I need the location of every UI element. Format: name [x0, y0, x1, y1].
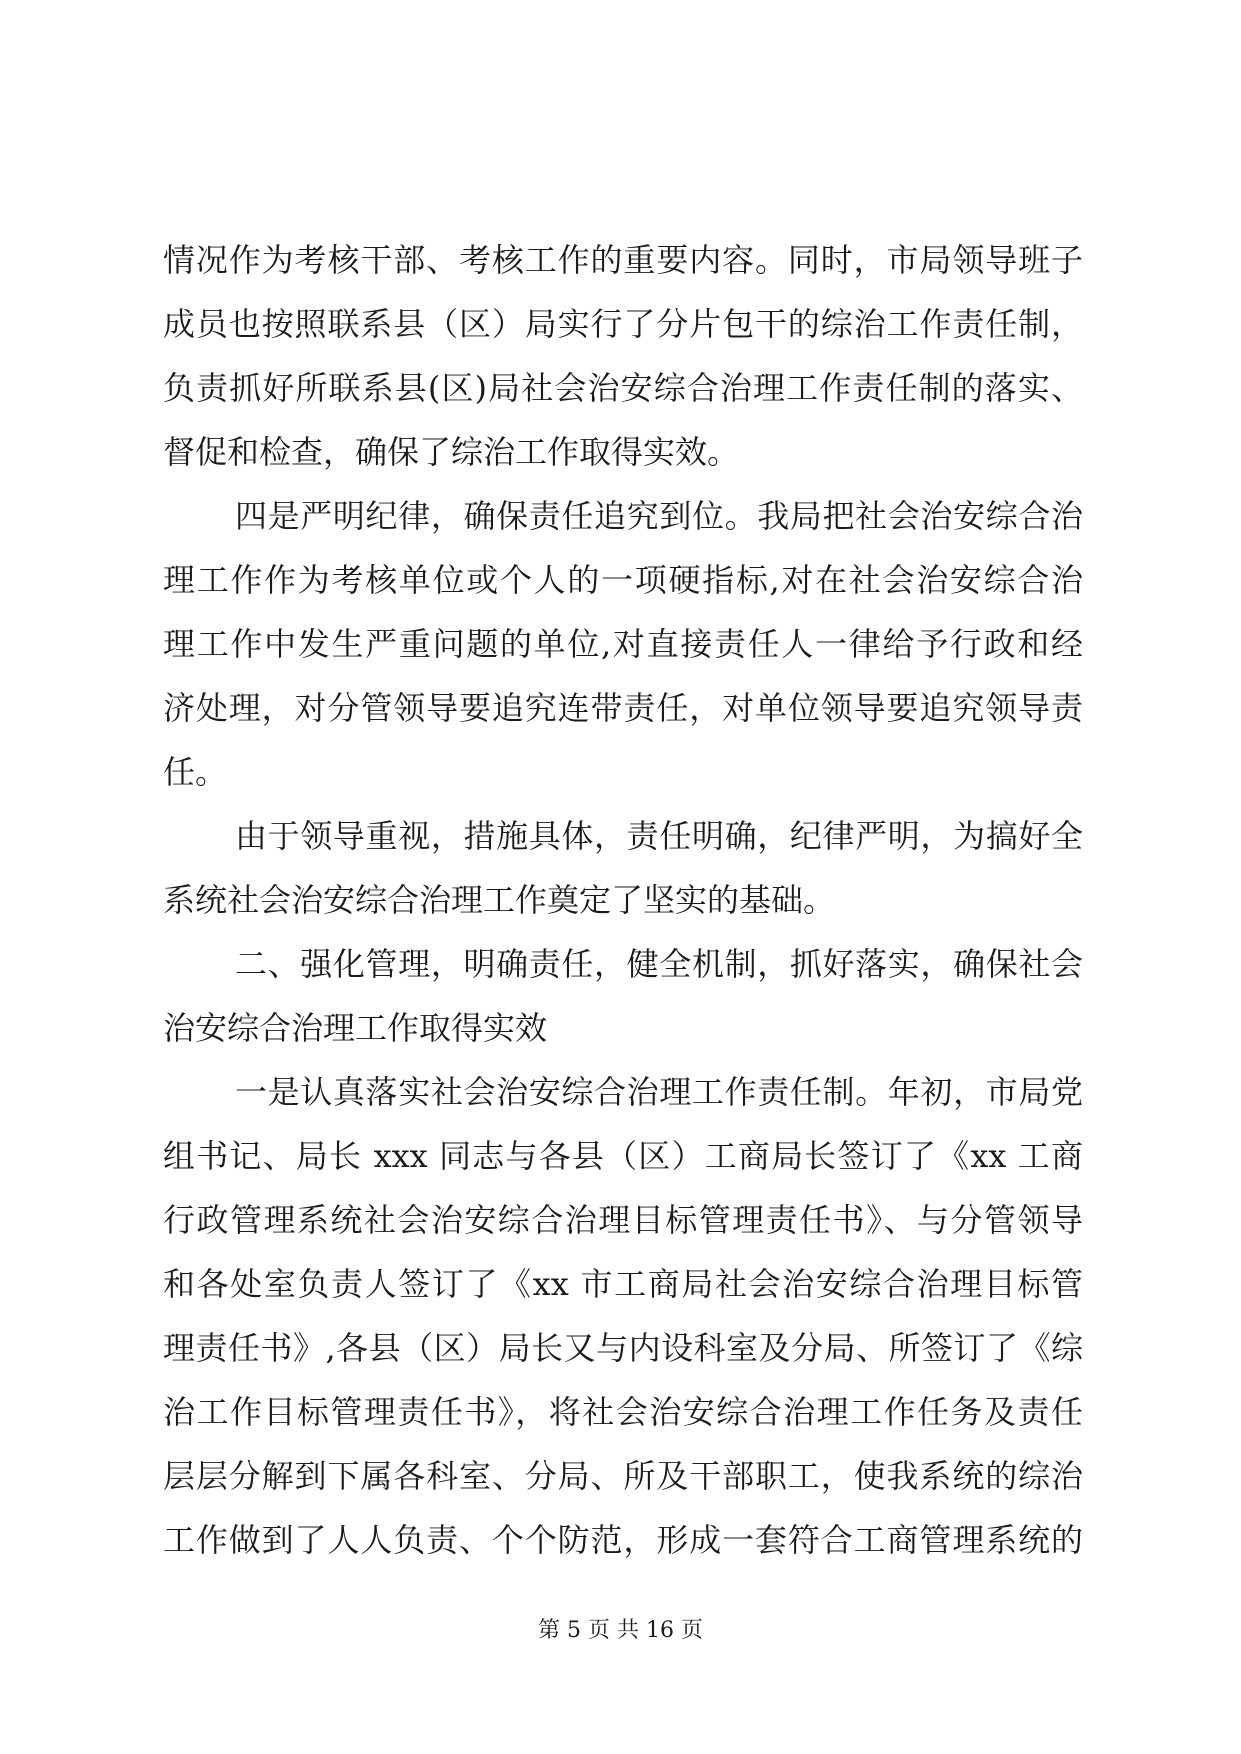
- body-text-line: 理工作作为考核单位或个人的一项硬指标,对在社会治安综合治: [163, 561, 1083, 599]
- body-text-line: 任。: [163, 753, 228, 791]
- body-text-line: 理责任书》,各县（区）局长又与内设科室及分局、所签订了《综: [163, 1329, 1083, 1367]
- document-body: [163, 228, 1083, 1572]
- body-text-line: 和各处室负责人签订了《xx 市工商局社会治安综合治理目标管: [163, 1265, 1083, 1303]
- body-text-line: 层层分解到下属各科室、分局、所及干部职工，使我系统的综治: [163, 1457, 1083, 1495]
- body-text-line: 成员也按照联系县（区）局实行了分片包干的综治工作责任制，: [163, 305, 1083, 343]
- body-text-line: 组书记、局长 xxx 同志与各县（区）工商局长签订了《xx 工商: [163, 1137, 1083, 1175]
- body-text-line: 工作做到了人人负责、个个防范，形成一套符合工商管理系统的: [163, 1521, 1083, 1559]
- body-text-line: 治工作目标管理责任书》，将社会治安综合治理工作任务及责任: [163, 1393, 1083, 1431]
- body-text-line: 济处理，对分管领导要追究连带责任，对单位领导要追究领导责: [163, 689, 1083, 727]
- body-text-line: 系统社会治安综合治理工作奠定了坚实的基础。: [163, 881, 836, 919]
- body-text-line: 治安综合治理工作取得实效: [163, 1009, 548, 1047]
- page-footer: 第 5 页 共 16 页: [538, 1618, 703, 1643]
- body-text-line: 负责抓好所联系县(区)局社会治安综合治理工作责任制的落实、: [163, 369, 1083, 407]
- body-text-line: 行政管理系统社会治安综合治理目标管理责任书》、与分管领导: [163, 1201, 1083, 1239]
- body-text-line: 四是严明纪律，确保责任追究到位。我局把社会治安综合治: [235, 497, 1083, 535]
- body-text-line: 一是认真落实社会治安综合治理工作责任制。年初，市局党: [235, 1073, 1083, 1111]
- body-text-line: 情况作为考核干部、考核工作的重要内容。同时，市局领导班子: [163, 241, 1083, 279]
- body-text-line: 理工作中发生严重问题的单位,对直接责任人一律给予行政和经: [163, 625, 1083, 663]
- body-text-line: 督促和检查，确保了综治工作取得实效。: [163, 433, 740, 471]
- body-text-line: 由于领导重视，措施具体，责任明确，纪律严明，为搞好全: [235, 817, 1083, 855]
- body-text-line: 二、强化管理，明确责任，健全机制，抓好落实，确保社会: [235, 945, 1083, 983]
